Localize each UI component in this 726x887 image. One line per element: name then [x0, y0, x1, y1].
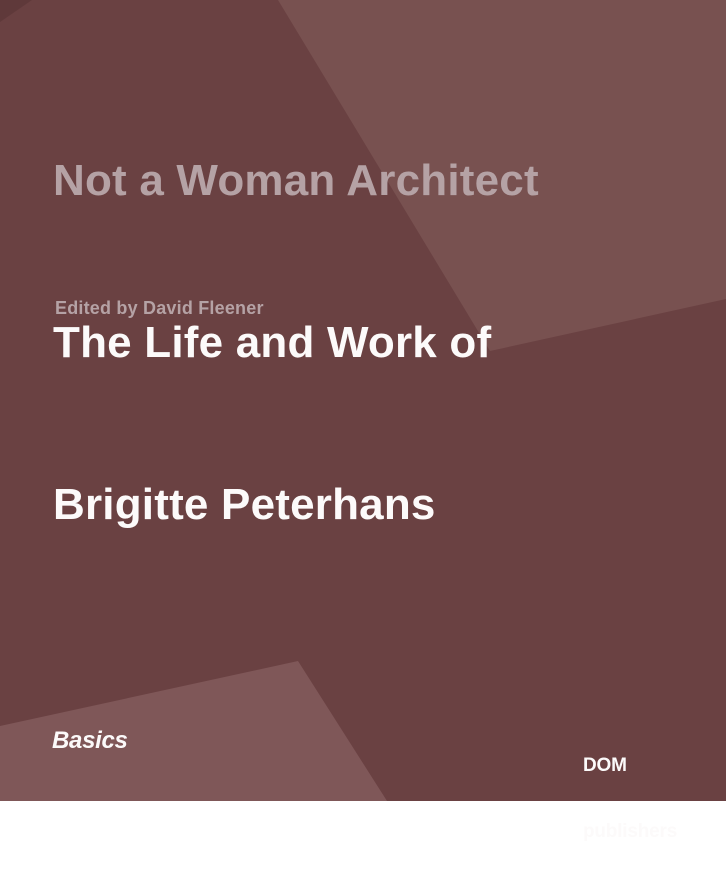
publisher-logo-line-2: publishers [583, 821, 678, 842]
editor-credit: Edited by David Fleener [55, 298, 264, 318]
cover-title-muted-line: Not a Woman Architect [53, 156, 539, 205]
publisher-logo-line-1: DOM [583, 755, 627, 776]
publisher-logo [583, 711, 677, 887]
cover-title-line-2: Brigitte Peterhans [53, 480, 436, 529]
cover-title-line-1: The Life and Work of [53, 318, 492, 367]
series-label-basics: Basics [52, 727, 128, 754]
cover-title-block [53, 46, 539, 640]
